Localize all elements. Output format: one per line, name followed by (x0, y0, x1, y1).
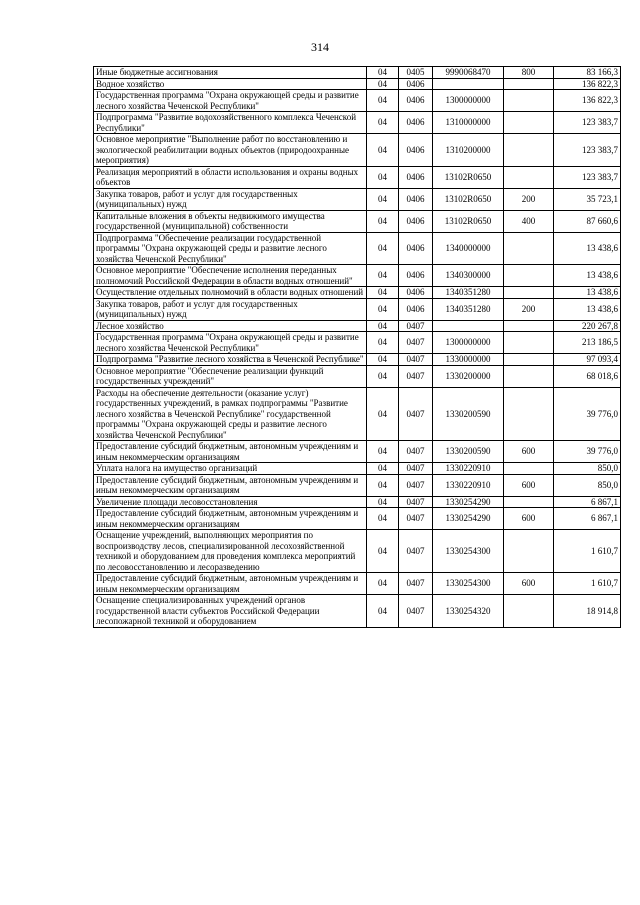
row-name: Увеличение площади лесовосстановления (94, 496, 367, 508)
amount: 123 383,7 (554, 166, 621, 188)
target-article-code: 1310000000 (433, 112, 504, 134)
target-article-code: 1330254300 (433, 530, 504, 573)
table-row (94, 441, 621, 463)
section-code: 04 (367, 365, 399, 387)
target-article-code: 1330254290 (433, 496, 504, 508)
expense-type-code: 400 (504, 210, 554, 232)
table-row (94, 287, 621, 299)
amount: 13 438,6 (554, 298, 621, 320)
subsection-code: 0406 (399, 90, 433, 112)
table-row (94, 530, 621, 573)
amount: 13 438,6 (554, 265, 621, 287)
section-code: 04 (367, 188, 399, 210)
table-row (94, 298, 621, 320)
target-article-code: 1300000000 (433, 332, 504, 354)
section-code: 04 (367, 298, 399, 320)
target-article-code (433, 320, 504, 332)
subsection-code: 0407 (399, 354, 433, 366)
table-row (94, 232, 621, 265)
section-code: 04 (367, 320, 399, 332)
expense-type-code: 800 (504, 67, 554, 79)
amount: 18 914,8 (554, 595, 621, 628)
expense-type-code: 200 (504, 188, 554, 210)
row-name: Закупка товаров, работ и услуг для государственных (муниципальных) нужд (94, 298, 367, 320)
expense-type-code (504, 320, 554, 332)
amount: 97 093,4 (554, 354, 621, 366)
amount: 850,0 (554, 463, 621, 475)
expense-type-code (504, 232, 554, 265)
target-article-code: 1330000000 (433, 354, 504, 366)
row-name: Подпрограмма "Обеспечение реализации государственной программы "Охрана окружающей среды и развитие лесного хозяйства Чеченской Республики" (94, 232, 367, 265)
table-row (94, 463, 621, 475)
section-code: 04 (367, 474, 399, 496)
expense-type-code (504, 332, 554, 354)
row-name: Государственная программа "Охрана окружающей среды и развитие лесного хозяйства Чеченской Республики" (94, 332, 367, 354)
table-row (94, 354, 621, 366)
row-name: Реализация мероприятий в области использования и охраны водных объектов (94, 166, 367, 188)
expense-type-code (504, 595, 554, 628)
table-row (94, 188, 621, 210)
subsection-code: 0407 (399, 387, 433, 441)
subsection-code: 0405 (399, 67, 433, 79)
amount: 35 723,1 (554, 188, 621, 210)
section-code: 04 (367, 265, 399, 287)
row-name: Государственная программа "Охрана окружающей среды и развитие лесного хозяйства Чеченской Республики" (94, 90, 367, 112)
target-article-code: 13102R0650 (433, 188, 504, 210)
section-code: 04 (367, 496, 399, 508)
target-article-code: 1330254300 (433, 573, 504, 595)
amount: 136 822,3 (554, 90, 621, 112)
subsection-code: 0407 (399, 496, 433, 508)
expense-type-code (504, 90, 554, 112)
row-name: Основное мероприятие "Обеспечение реализации функций государственных учреждений" (94, 365, 367, 387)
row-name: Подпрограмма "Развитие лесного хозяйства в Чеченской Республике" (94, 354, 367, 366)
row-name: Уплата налога на имущество организаций (94, 463, 367, 475)
expense-type-code (504, 463, 554, 475)
amount: 213 186,5 (554, 332, 621, 354)
table-row (94, 474, 621, 496)
expense-type-code (504, 112, 554, 134)
row-name: Предоставление субсидий бюджетным, автономным учреждениям и иным некоммерческим организациям (94, 573, 367, 595)
expense-type-code (504, 166, 554, 188)
table-row (94, 332, 621, 354)
subsection-code: 0406 (399, 232, 433, 265)
section-code: 04 (367, 595, 399, 628)
subsection-code: 0406 (399, 265, 433, 287)
row-name: Оснащение учреждений, выполняющих мероприятия по воспроизводству лесов, специализированной лесохозяйственной техникой и оборудованием для проведения комплекса мероприятий по лесовосстановлению и лесоразведению (94, 530, 367, 573)
target-article-code: 1330200000 (433, 365, 504, 387)
row-name: Иные бюджетные ассигнования (94, 67, 367, 79)
row-name: Основное мероприятие "Выполнение работ по восстановлению и экологической реабилитации водных объектов (природоохранные мероприятия) (94, 134, 367, 167)
expense-type-code (504, 354, 554, 366)
row-name: Закупка товаров, работ и услуг для государственных (муниципальных) нужд (94, 188, 367, 210)
budget-table-body (94, 67, 621, 628)
section-code: 04 (367, 387, 399, 441)
amount: 6 867,1 (554, 496, 621, 508)
subsection-code: 0407 (399, 463, 433, 475)
section-code: 04 (367, 166, 399, 188)
section-code: 04 (367, 232, 399, 265)
target-article-code: 1330220910 (433, 474, 504, 496)
row-name: Предоставление субсидий бюджетным, автономным учреждениям и иным некоммерческим организациям (94, 441, 367, 463)
target-article-code: 1340351280 (433, 287, 504, 299)
target-article-code: 1340000000 (433, 232, 504, 265)
row-name: Осуществление отдельных полномочий в области водных отношений (94, 287, 367, 299)
table-row (94, 365, 621, 387)
subsection-code: 0407 (399, 595, 433, 628)
table-row (94, 112, 621, 134)
row-name: Подпрограмма "Развитие водохозяйственного комплекса Чеченской Республики" (94, 112, 367, 134)
subsection-code: 0406 (399, 188, 433, 210)
amount: 39 776,0 (554, 441, 621, 463)
row-name: Лесное хозяйство (94, 320, 367, 332)
amount: 13 438,6 (554, 287, 621, 299)
target-article-code: 1310200000 (433, 134, 504, 167)
amount: 123 383,7 (554, 134, 621, 167)
amount: 1 610,7 (554, 573, 621, 595)
target-article-code: 1330220910 (433, 463, 504, 475)
section-code: 04 (367, 78, 399, 90)
table-row (94, 573, 621, 595)
table-row (94, 67, 621, 79)
target-article-code: 13102R0650 (433, 210, 504, 232)
section-code: 04 (367, 90, 399, 112)
row-name: Предоставление субсидий бюджетным, автономным учреждениям и иным некоммерческим организациям (94, 474, 367, 496)
subsection-code: 0407 (399, 474, 433, 496)
expense-type-code (504, 387, 554, 441)
target-article-code: 1340351280 (433, 298, 504, 320)
subsection-code: 0406 (399, 112, 433, 134)
row-name: Капитальные вложения в объекты недвижимого имущества государственной (муниципальной) собственности (94, 210, 367, 232)
table-row (94, 265, 621, 287)
target-article-code (433, 78, 504, 90)
section-code: 04 (367, 332, 399, 354)
amount: 6 867,1 (554, 508, 621, 530)
subsection-code: 0406 (399, 78, 433, 90)
target-article-code: 1330254290 (433, 508, 504, 530)
amount: 13 438,6 (554, 232, 621, 265)
section-code: 04 (367, 287, 399, 299)
amount: 220 267,8 (554, 320, 621, 332)
table-row (94, 508, 621, 530)
expense-type-code (504, 78, 554, 90)
amount: 87 660,6 (554, 210, 621, 232)
expense-type-code: 200 (504, 298, 554, 320)
section-code: 04 (367, 134, 399, 167)
target-article-code: 1330200590 (433, 387, 504, 441)
table-row (94, 387, 621, 441)
row-name: Предоставление субсидий бюджетным, автономным учреждениям и иным некоммерческим организациям (94, 508, 367, 530)
target-article-code: 13102R0650 (433, 166, 504, 188)
expense-type-code (504, 530, 554, 573)
subsection-code: 0407 (399, 441, 433, 463)
expense-type-code (504, 365, 554, 387)
amount: 123 383,7 (554, 112, 621, 134)
table-row (94, 320, 621, 332)
section-code: 04 (367, 573, 399, 595)
page-number: 314 (311, 40, 329, 54)
table-row (94, 210, 621, 232)
subsection-code: 0407 (399, 332, 433, 354)
row-name: Основное мероприятие "Обеспечение исполнения переданных полномочий Российской Федерации в области водных отношений" (94, 265, 367, 287)
table-row (94, 78, 621, 90)
subsection-code: 0407 (399, 508, 433, 530)
table-row (94, 134, 621, 167)
amount: 68 018,6 (554, 365, 621, 387)
subsection-code: 0407 (399, 530, 433, 573)
amount: 39 776,0 (554, 387, 621, 441)
section-code: 04 (367, 441, 399, 463)
section-code: 04 (367, 67, 399, 79)
expense-type-code (504, 287, 554, 299)
amount: 850,0 (554, 474, 621, 496)
subsection-code: 0407 (399, 365, 433, 387)
target-article-code: 1330200590 (433, 441, 504, 463)
subsection-code: 0406 (399, 134, 433, 167)
subsection-code: 0406 (399, 210, 433, 232)
target-article-code: 1340300000 (433, 265, 504, 287)
table-row (94, 496, 621, 508)
row-name: Расходы на обеспечение деятельности (оказание услуг) государственных учреждений, в рамках подпрограммы "Развитие лесного хозяйства в Чеченской Республике" государственной программы "Охрана окружающей среды и развитие лесного хозяйства Чеченской Республики" (94, 387, 367, 441)
amount: 136 822,3 (554, 78, 621, 90)
subsection-code: 0406 (399, 166, 433, 188)
row-name: Оснащение специализированных учреждений органов государственной власти субъектов Российской Федерации лесопожарной техникой и оборудованием (94, 595, 367, 628)
section-code: 04 (367, 530, 399, 573)
section-code: 04 (367, 508, 399, 530)
table-row (94, 90, 621, 112)
subsection-code: 0406 (399, 287, 433, 299)
expense-type-code (504, 134, 554, 167)
table-row (94, 166, 621, 188)
expense-type-code (504, 496, 554, 508)
expense-type-code: 600 (504, 441, 554, 463)
amount: 83 166,3 (554, 67, 621, 79)
section-code: 04 (367, 210, 399, 232)
section-code: 04 (367, 354, 399, 366)
row-name: Водное хозяйство (94, 78, 367, 90)
subsection-code: 0407 (399, 573, 433, 595)
table-row (94, 595, 621, 628)
expense-type-code (504, 265, 554, 287)
subsection-code: 0406 (399, 298, 433, 320)
section-code: 04 (367, 463, 399, 475)
subsection-code: 0407 (399, 320, 433, 332)
expense-type-code: 600 (504, 508, 554, 530)
amount: 1 610,7 (554, 530, 621, 573)
budget-table (93, 66, 621, 628)
target-article-code: 1300000000 (433, 90, 504, 112)
target-article-code: 9990068470 (433, 67, 504, 79)
target-article-code: 1330254320 (433, 595, 504, 628)
expense-type-code: 600 (504, 573, 554, 595)
expense-type-code: 600 (504, 474, 554, 496)
section-code: 04 (367, 112, 399, 134)
